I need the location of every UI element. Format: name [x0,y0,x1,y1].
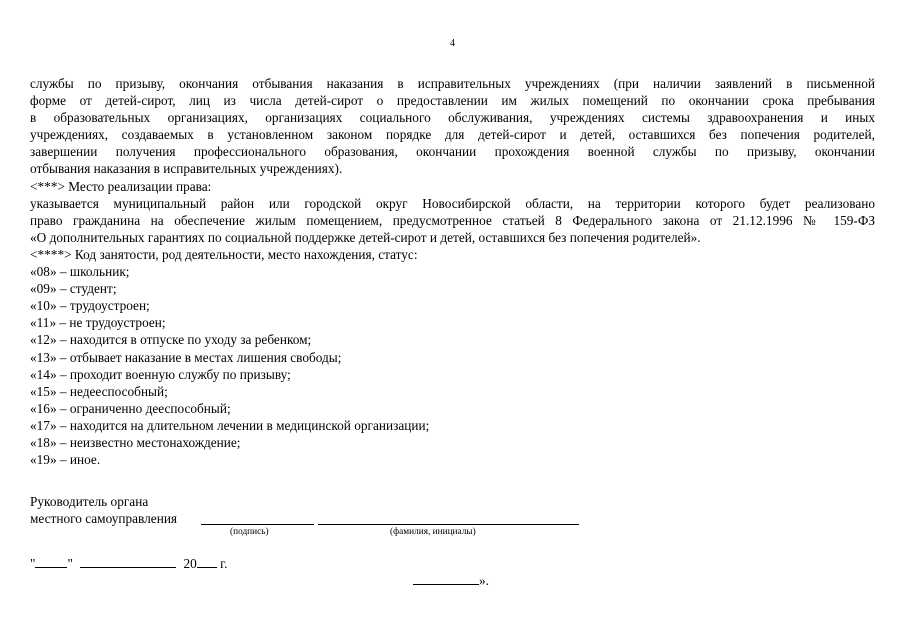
code-item: «11» – не трудоустроен; [30,315,166,331]
date-line [30,555,227,572]
name-caption: (фамилия, инициалы) [390,527,476,537]
code-item: «13» – отбывает наказание в местах лишения свободы; [30,349,342,365]
footnote-3-last-line: «О дополнительных гарантиях по социальной поддержке детей-сирот и детей, оставшихся без попечения родителей». [30,229,701,245]
footnote-3-title: <***> Место реализации права: [30,178,212,194]
day-field[interactable] [35,555,67,568]
code-item: «18» – неизвестно местонахождение; [30,434,241,450]
name-field[interactable] [318,524,579,525]
code-item: «19» – иное. [30,452,101,468]
closing-blank-field[interactable] [413,572,479,585]
code-item: «15» – недееспособный; [30,383,168,399]
code-item: «10» – трудоустроен; [30,298,150,314]
intro-line: в образовательных организациях, организациях социального обслуживания, учреждениях системы здравоохранения и иных [30,110,875,126]
footnote-4-title: <****> Код занятости, род деятельности, место нахождения, статус: [30,246,418,262]
year-field[interactable] [197,555,217,568]
signature-line-1 [30,493,875,510]
year-suffix: г. [216,556,228,571]
intro-line: форме от детей-сирот, лиц из числа детей-сирот о предоставлении им жилых помещений по окончании срока пребывания [30,93,875,109]
signature-block [30,493,875,537]
closing-line [413,572,489,589]
footnote-3-line: право гражданина на обеспечение жилым помещением, предусмотренное статьей 8 Федерального закона от 21.12.1996 № 159-ФЗ [30,212,875,228]
page-number: 4 [450,38,455,49]
occupation-code-list [30,263,875,468]
intro-line: учреждениях, создаваемых в установленном законом порядке для детей-сирот и детей, оставшихся без попечения родителей, [30,127,875,143]
code-item: «17» – находится на длительном лечении в медицинской организации; [30,417,430,433]
code-item: «12» – находится в отпуске по уходу за ребенком; [30,332,312,348]
footnote-3-line: указывается муниципальный район или городской округ Новосибирской области, на территории которого будет реализовано [30,195,875,211]
signature-caption: (подпись) [230,527,269,537]
quote-close: " [67,556,73,571]
signatory-title-line2: местного самоуправления [30,511,178,527]
intro-line: службы по призыву, окончания отбывания наказания в исправительных учреждениях (при наличии заявлений в письменной [30,76,875,91]
signature-field[interactable] [201,524,314,525]
closing-mark: ». [479,573,489,588]
code-item: «14» – проходит военную службу по призыву; [30,366,291,382]
intro-line: завершении получения профессионального образования, окончании прохождения военной службы по призыву, окончании [30,144,875,160]
document-body [30,75,875,468]
signatory-title-line1: Руководитель органа [30,494,149,509]
intro-last-line: отбывания наказания в исправительных учреждениях). [30,161,343,177]
code-item: «08» – школьник; [30,264,130,280]
month-field[interactable] [80,555,176,568]
signature-line-2 [30,510,875,527]
quote-open: " [30,556,36,571]
year-prefix: 20 [183,556,197,571]
code-item: «09» – студент; [30,281,117,297]
code-item: «16» – ограниченно дееспособный; [30,400,231,416]
